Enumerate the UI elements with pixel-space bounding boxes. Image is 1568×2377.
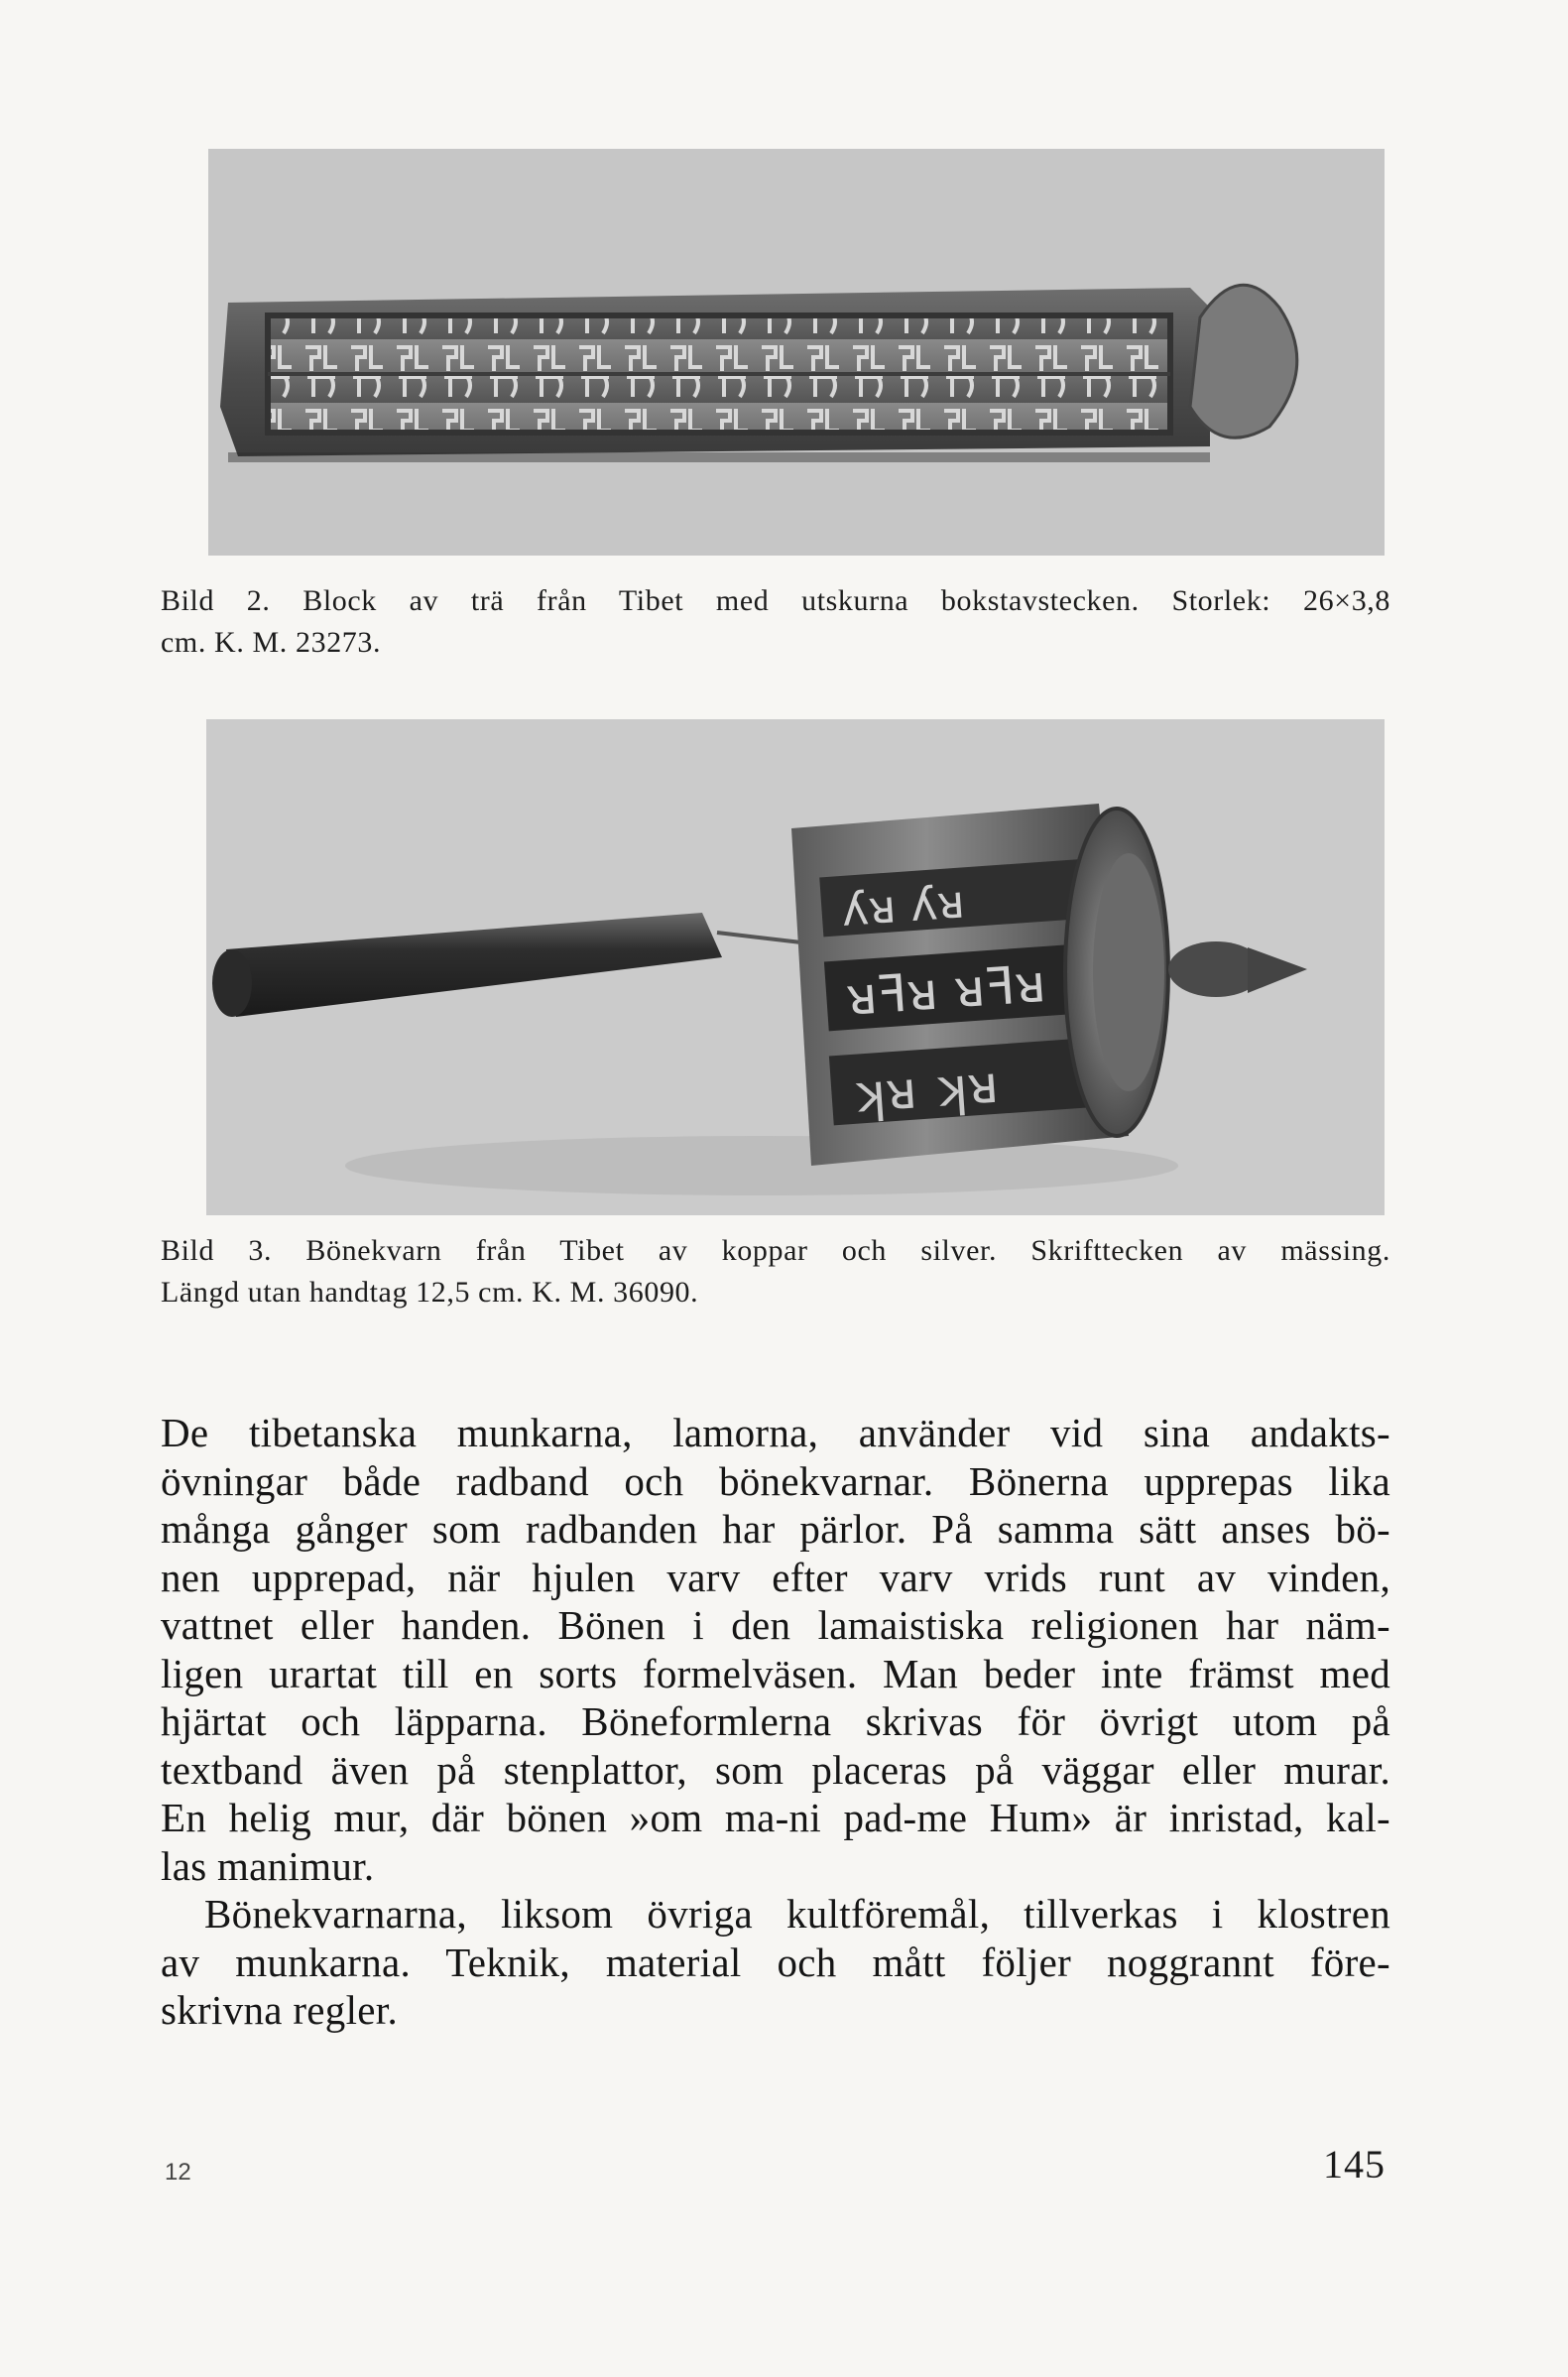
svg-text:ᴚꟻᴚ ᴚꟻᴚ: ᴚꟻᴚ ᴚꟻᴚ <box>844 954 1048 1028</box>
signature-mark: 12 <box>165 2159 191 2186</box>
svg-text:ʞᴚ ʞᴚ: ʞᴚ ʞᴚ <box>849 1055 1001 1125</box>
text-line: vattnet eller handen. Bönen i den lamaistiska religionen har näm- <box>161 1602 1390 1648</box>
page-number: 145 <box>1323 2142 1386 2187</box>
caption-line: Bild 3. Bönekvarn från Tibet av koppar och silver. Skrifttecken av mässing. <box>161 1234 1390 1267</box>
text-line: övningar både radband och bönekvarnar. Bönerna upprepas lika <box>161 1457 1390 1504</box>
figure-woodblock-photo <box>208 149 1385 556</box>
text-line: En helig mur, där bönen »om ma-ni pad-me Hum» är inristad, kal- <box>161 1795 1390 1840</box>
figure-3-caption <box>161 1230 1390 1314</box>
paragraph-2 <box>161 1890 1390 2035</box>
text-line: hjärtat och läpparna. Böneformlerna skrivas för övrigt utom på <box>161 1698 1390 1744</box>
text-line: Bönekvarnarna, liksom övriga kultföremål, tillverkas i klostren <box>204 1891 1390 1937</box>
figure-2-caption <box>161 580 1390 664</box>
woodblock-illustration <box>208 149 1385 556</box>
caption-line: cm. K. M. 23273. <box>161 626 382 659</box>
text-line: nen upprepad, när hjulen varv efter varv vrids runt av vinden, <box>161 1554 1390 1600</box>
text-line: De tibetanska munkarna, lamorna, använder vid sina andakts- <box>161 1410 1390 1455</box>
text-line: många gånger som radbanden har pärlor. På samma sätt anses bö- <box>161 1506 1390 1552</box>
svg-text:ʎᴚ ʎᴚ: ʎᴚ ʎᴚ <box>839 874 967 937</box>
paragraph-1 <box>161 1409 1390 1890</box>
figure-prayer-wheel-photo <box>206 719 1385 1215</box>
text-line: ligen urartat till en sorts formelväsen. Man beder inte främst med <box>161 1650 1390 1696</box>
body-text <box>161 1409 1390 2035</box>
caption-line: Längd utan handtag 12,5 cm. K. M. 36090. <box>161 1276 699 1309</box>
caption-line: Bild 2. Block av trä från Tibet med utskurna bokstavstecken. Storlek: 26×3,8 <box>161 584 1390 617</box>
text-line: textband även på stenplattor, som placeras på väggar eller murar. <box>161 1746 1390 1793</box>
text-line: av munkarna. Teknik, material och mått följer noggrannt före- <box>161 1939 1390 1985</box>
text-line: skrivna regler. <box>161 1987 399 2033</box>
text-line: las manimur. <box>161 1842 375 1889</box>
prayer-wheel-illustration <box>206 719 1385 1215</box>
